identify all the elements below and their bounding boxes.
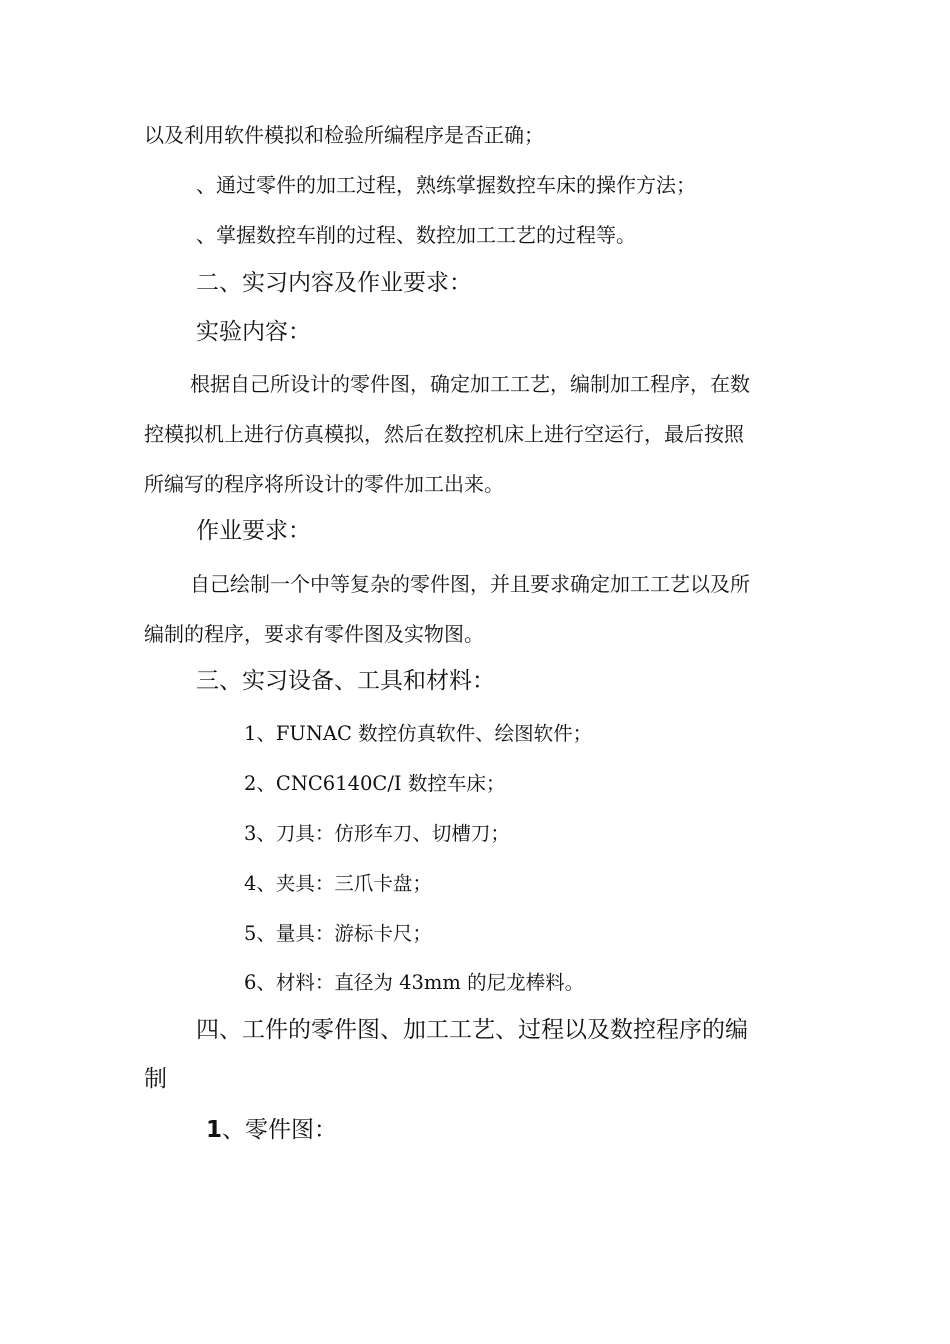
equipment-item-6: 6、材料：直径为 43mm 的尼龙棒料。: [244, 971, 585, 994]
equipment-item-3: 3、刀具：仿形车刀、切槽刀；: [244, 822, 510, 845]
intro-line-3: 、掌握数控车削的过程、数控加工工艺的过程等。: [196, 223, 636, 247]
intro-line-1: 以及利用软件模拟和检验所编程序是否正确；: [144, 123, 544, 147]
section-2-sub-requirements: 作业要求：: [196, 518, 311, 544]
experiment-paragraph-line-3: 所编写的程序将所设计的零件加工出来。: [144, 472, 504, 496]
section-2-sub-experiment: 实验内容：: [196, 319, 311, 345]
equipment-item-5: 5、量具：游标卡尺；: [244, 922, 432, 945]
part-drawing-number: 1: [206, 1117, 223, 1143]
part-drawing-label: 、零件图：: [222, 1117, 338, 1143]
experiment-paragraph-line-1: 根据自己所设计的零件图，确定加工工艺，编制加工程序，在数: [190, 372, 750, 396]
requirements-paragraph-line-2: 编制的程序，要求有零件图及实物图。: [144, 622, 484, 646]
section-4-heading-line-1: 四、工件的零件图、加工工艺、过程以及数控程序的编: [196, 1017, 748, 1043]
part-drawing-subheading: [206, 1117, 337, 1145]
intro-line-2: 、通过零件的加工过程，熟练掌握数控车床的操作方法；: [196, 173, 696, 197]
equipment-item-2: 2、CNC6140C/I 数控车床；: [244, 772, 506, 795]
experiment-paragraph-line-2: 控模拟机上进行仿真模拟，然后在数控机床上进行空运行，最后按照: [144, 422, 744, 446]
section-2-heading: 二、实习内容及作业要求：: [196, 270, 472, 296]
section-3-heading: 三、实习设备、工具和材料：: [196, 668, 495, 694]
requirements-paragraph-line-1: 自己绘制一个中等复杂的零件图，并且要求确定加工工艺以及所: [190, 572, 750, 596]
section-4-heading-line-2: 制: [144, 1066, 167, 1092]
equipment-item-1: 1、FUNAC 数控仿真软件、绘图软件；: [244, 722, 593, 745]
equipment-item-4: 4、夹具：三爪卡盘；: [244, 872, 432, 895]
